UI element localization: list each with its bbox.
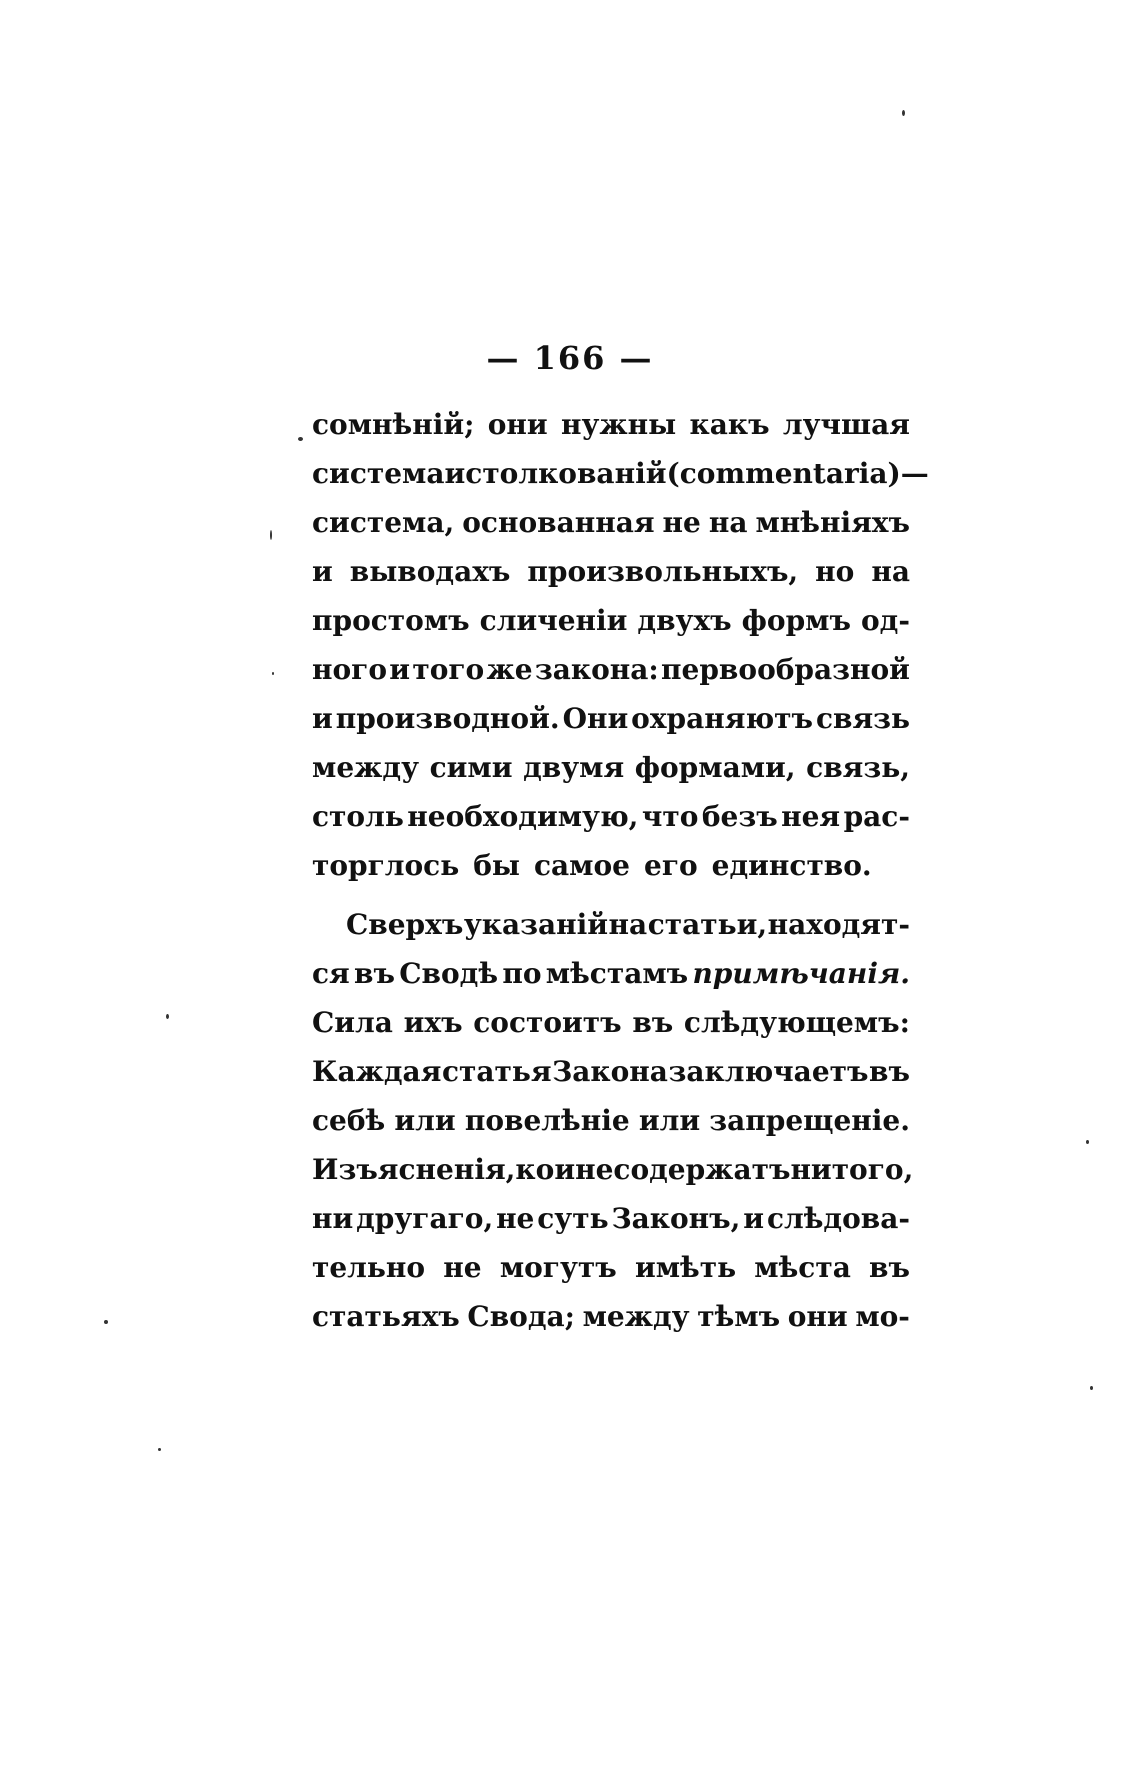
word: сомнѣній; [312, 408, 475, 441]
word: Законъ, [611, 1202, 741, 1235]
word: и [389, 653, 411, 686]
word: единство. [711, 849, 872, 882]
text-line [312, 1292, 910, 1341]
word: Закона [552, 1055, 668, 1088]
scan-speck [166, 1014, 169, 1019]
word: закона: [534, 653, 659, 686]
text-line [312, 743, 910, 792]
word: на [708, 506, 748, 539]
word: статья [441, 1055, 552, 1088]
word: система [312, 457, 445, 490]
text-line [312, 694, 910, 743]
word: заключаетъ [668, 1055, 869, 1088]
word: на [608, 908, 648, 941]
word: по [502, 957, 542, 990]
word: состоитъ [473, 1006, 622, 1039]
word: въ [869, 1055, 910, 1088]
word: мо- [855, 1300, 910, 1333]
word: нужны [560, 408, 677, 441]
word: истолкованій [444, 457, 667, 490]
word: сими [429, 751, 513, 784]
word: слѣдующемъ: [683, 1006, 910, 1039]
word: Свода; [467, 1300, 575, 1333]
word: себѣ [312, 1104, 386, 1137]
word: въ [632, 1006, 674, 1039]
word: безъ [701, 800, 778, 833]
word: од- [860, 604, 910, 637]
word: рас- [843, 800, 910, 833]
word: тѣмъ [697, 1300, 781, 1333]
word: или [394, 1104, 456, 1137]
word: или [638, 1104, 701, 1137]
word: его [644, 849, 698, 882]
word: производной. [335, 702, 560, 735]
word: и [743, 1202, 765, 1235]
word: суть [537, 1202, 609, 1235]
text-line [312, 1145, 914, 1194]
paragraph-gap [312, 890, 910, 900]
word: и [312, 702, 333, 735]
text-line [312, 1243, 910, 1292]
word: указаній [463, 908, 609, 941]
word: формами, [634, 751, 796, 784]
word: же [486, 653, 533, 686]
scan-speck [298, 437, 303, 441]
word: Они [562, 702, 629, 735]
word: ни [312, 1202, 354, 1235]
word: кои [515, 1153, 576, 1186]
word: статьи, [647, 908, 768, 941]
word: но [815, 555, 855, 588]
word: Сила [312, 1006, 393, 1039]
text-line [312, 400, 910, 449]
word: Каждая [312, 1055, 442, 1088]
word: не [496, 1202, 535, 1235]
text-line [312, 1194, 910, 1243]
text-line [312, 596, 910, 645]
word: необходимую, [407, 800, 639, 833]
text-line [312, 998, 910, 1047]
word: мнѣніяхъ [755, 506, 910, 539]
text-line [312, 547, 910, 596]
word: какъ [689, 408, 770, 441]
word: въ [354, 957, 395, 990]
word: связь [815, 702, 910, 735]
word: нея [781, 800, 841, 833]
word: выводахъ [349, 555, 511, 588]
scan-speck [270, 530, 272, 540]
text-line [312, 900, 910, 949]
word: статьяхъ [312, 1300, 460, 1333]
text-line [312, 498, 910, 547]
word: они [487, 408, 548, 441]
word: (commentaria)— [666, 457, 929, 490]
word: основанная [462, 506, 655, 539]
body-text [312, 400, 929, 1341]
word: система, [312, 506, 455, 539]
word: они [787, 1300, 848, 1333]
word: содержатъ [613, 1153, 791, 1186]
scan-speck [1086, 1140, 1089, 1144]
word: произвольныхъ, [527, 555, 799, 588]
text-line [312, 1096, 910, 1145]
word: между [312, 751, 419, 784]
word: другаго, [356, 1202, 494, 1235]
word: Сверхъ [346, 908, 464, 941]
word: самое [533, 849, 630, 882]
word: что [641, 800, 699, 833]
word: примѣчанія. [692, 957, 910, 990]
scan-speck [104, 1320, 108, 1324]
scan-speck [158, 1448, 161, 1451]
word: на [871, 555, 910, 588]
word: тельно [312, 1251, 426, 1284]
text-line [312, 1047, 910, 1096]
word: Сводѣ [399, 957, 499, 990]
word: между [582, 1300, 690, 1333]
word: того [412, 653, 485, 686]
word: мѣстамъ [545, 957, 689, 990]
word: формъ [741, 604, 851, 637]
word: слѣдова- [766, 1202, 910, 1235]
word: торглось [312, 849, 460, 882]
word: охраняютъ [631, 702, 813, 735]
word: въ [869, 1251, 910, 1284]
word: двумя [523, 751, 625, 784]
word: находят- [767, 908, 910, 941]
word: не [575, 1153, 614, 1186]
word: бы [473, 849, 520, 882]
scan-speck [272, 672, 274, 675]
word: связь, [806, 751, 910, 784]
word: того, [831, 1153, 914, 1186]
word: простомъ [312, 604, 470, 637]
word: ни [790, 1153, 832, 1186]
word: двухъ [637, 604, 732, 637]
word: запрещеніе. [709, 1104, 910, 1137]
word: ного [312, 653, 388, 686]
word: первообразной [661, 653, 910, 686]
word: не [662, 506, 701, 539]
scan-speck [1090, 1386, 1093, 1390]
word: Изъясненія, [312, 1153, 516, 1186]
text-line [312, 449, 929, 498]
word: ся [312, 957, 350, 990]
word: и [312, 555, 333, 588]
word: не [443, 1251, 482, 1284]
text-line [312, 949, 910, 998]
scan-speck [902, 110, 905, 116]
word: могутъ [499, 1251, 617, 1284]
word: повелѣніе [464, 1104, 630, 1137]
word: ихъ [403, 1006, 463, 1039]
text-line [312, 645, 910, 694]
word: столь [312, 800, 404, 833]
text-line [312, 841, 910, 890]
word: мѣста [754, 1251, 851, 1284]
text-line [312, 792, 910, 841]
page-number: — 166 — [486, 339, 654, 377]
word: лучшая [782, 408, 910, 441]
word: сличеніи [479, 604, 628, 637]
word: имѣть [634, 1251, 737, 1284]
